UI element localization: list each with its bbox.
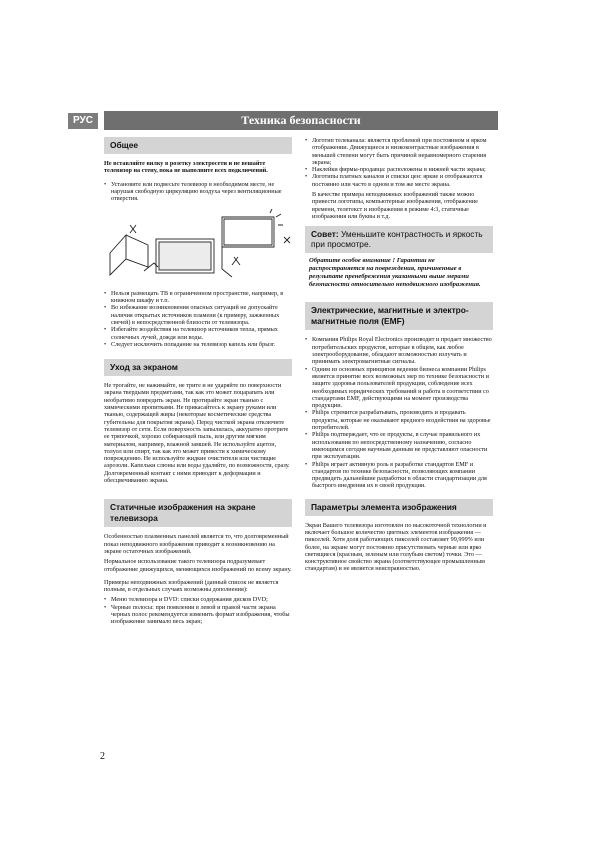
section-heading-pixels: Параметры элемента изображения [305, 499, 493, 516]
list-item: • Черные полосы: при появлении в левой и правой части экрана черных полос рекомендуется изменить формат изображения, чтобы изображение занимало весь экран; [104, 604, 292, 626]
section-heading-general: Общее [104, 137, 292, 154]
list-item: • Одним из основных принципов ведения бизнеса компании Philips является принятие всех возможных мер по технике безопасности и защите здоровья пользователей продукции, соблюдение всех необходимых юридических требований и работа в соответствии со стандартами EMF, действующими на момент производства продукции. [305, 366, 493, 410]
section-heading-static-images: Статичные изображения на экране телевизора [104, 499, 292, 527]
list-item: • Логотипы платных каналов и списки цен: яркие и отображаются постоянно или часто в одном и том же месте экрана. [305, 173, 493, 188]
general-warning: Не вставляйте вилку в розетку электросети и не вешайте телевизор на стену, пока не выполните всех подключений. [104, 160, 268, 175]
warranty-notice: Обратите особое внимание ! Гарантии не распространяется на повреждения, причиненные в результате пренебрежения указанными выше мерами безопасности относительно неподвижного изображения. [309, 257, 481, 288]
static-paragraph-3: Примеры неподвижных изображений (данный список не является полным, в отдельных случаях возможны дополнения): [104, 578, 279, 594]
right-column [305, 137, 493, 576]
left-column [104, 137, 292, 629]
general-list-1 [104, 181, 292, 203]
static-paragraph-1: Особенностью плазменных панелей является то, что долговременный показ неподвижного изображения приводит к возникновению на экране остаточных изображений. [104, 533, 289, 555]
list-item: • Philips подтверждает, что ее продукты, в случае правильного их использования по непосредственному назначению, согласно имеющимся сегодня научным данным не представляют опасности при эксплуатации. [305, 431, 493, 460]
section-heading-emf: Электрические, магнитные и электро-магнитные поля (EMF) [305, 302, 493, 330]
screen-care-text: Не трогайте, не нажимайте, не трите и не ударяйте по поверхности экрана твердыми предметами, так как это может поцарапать или необратимо повредить экран. Не протирайте экран тканью с химическими пропитками. Не прикасайтесь к экрану руками или тканью, содержащей жиры (некоторые косметические средства губительны для покрытия экрана). Перед чисткой экрана отключите телевизор от сети. Если поверхность запылилась, аккуратно протрите ее тряпочкой, хорошо собирающей пыль, или другим мягким материалом, например, влажной замшей. Не используйте ацетон, толуол или спирт, так как это может привести к химическому повреждению. Не используйте жидкие очистители или чистящие аэрозоли. Капельки слюны или воды удаляйте, по возможности, сразу. Долговременный контакт с ними приводит к деформации и обесцвечиванию экрана. [104, 382, 290, 485]
list-item: • Компания Philips Royal Electronics производит и продает множество потребительских продуктов, которые в общем, как любое электрооборудование, обладают возможностью излучать и принимать электромагнитные сигналы. [305, 336, 493, 365]
list-item: • Нельзя размещать ТВ в ограниченном пространстве, например, в книжном шкафу и т.п. [104, 290, 292, 305]
static-examples: В качестве примера неподвижных изображений также можно привести логотипы, компьютерные изображения, отображение времени, телетекст и изображения в режиме 4:3, статичные изображения или буквы и т.д. [312, 191, 478, 220]
page-title: Техника безопасности [104, 111, 498, 130]
tip-label: Совет: [311, 229, 339, 240]
static-list-continued [305, 137, 493, 188]
list-item: • Меню телевизора и DVD: списки содержания дисков DVD; [104, 596, 292, 603]
list-item: • Philips играет активную роль в разработке стандартов EMF и стандартов по технике безопасности, позволяющих компании предвидеть дальнейшие разработки в области стандартизации для быстрого внедрения их в своей продукции. [305, 461, 493, 490]
static-list [104, 596, 292, 625]
pixels-text: Экран Вашего телевизора изготовлен по высокоточной технологии и включает большое количество цветных элементов изображения — пикселей. Хотя доля работающих пикселей составляет 99,999% или более, на экране могут постоянно присутствовать черные или ярко светящиеся (красным, зеленым или голубым светом) точки. Это — конструктивное свойство экрана (соответствующее промышленным стандартам) и не является неисправностью. [305, 521, 487, 573]
list-item: • Логотип телеканала: является проблемой при постоянном и ярком отображении. Движущиеся и низкоконтрастные изображения в меньшей степени могут быть причиной неравномерного старения экрана; [305, 137, 493, 166]
list-item: • Philips стремится разрабатывать, производить и продавать продукты, которые не оказывают вредного воздействия на здоровье потребителей. [305, 409, 493, 431]
emf-list [305, 336, 493, 489]
list-item: • Наклейки фирмы-продавца: расположены в нижней части экрана; [305, 166, 493, 173]
language-tab: РУС [68, 113, 98, 129]
page-number: 2 [100, 751, 105, 762]
tip-box [305, 226, 493, 253]
list-item: • Во избежание возникновения опасных ситуаций не допускайте наличия открытых источников пламени (к примеру, зажженных свечей) в непосредственной близости от телевизора. [104, 304, 292, 326]
tip-text: Уменьшите контрастность и яркость при просмотре. [311, 229, 483, 250]
tv-ventilation-illustration [104, 209, 292, 281]
list-item: • Следует исключить попадание на телевизор капель или брызг. [104, 341, 292, 348]
general-list-2 [104, 290, 292, 348]
list-item: • Установите или подвесьте телевизор в необходимом месте, не нарушая свободную циркуляцию воздуха через вентиляционные отверстия. [104, 181, 292, 203]
static-paragraph-2: Нормальное использование такого телевизора подразумевает отображение движущихся, меняющихся изображений по всему экрану. [104, 558, 292, 573]
section-heading-screen-care: Уход за экраном [104, 359, 292, 376]
list-item: • Избегайте воздействия на телевизор источников тепла, прямых солнечных лучей, дождя или воды. [104, 326, 292, 341]
